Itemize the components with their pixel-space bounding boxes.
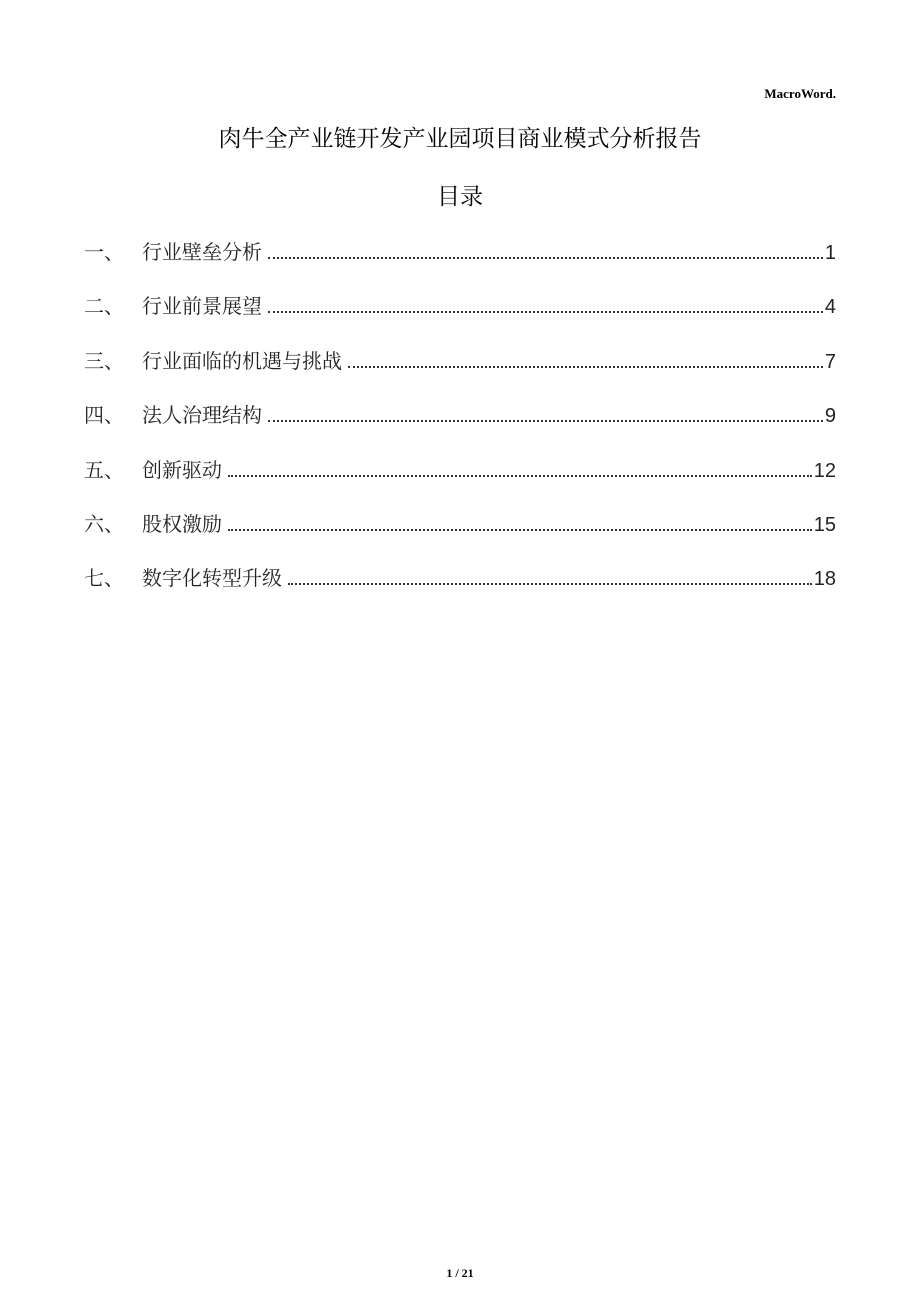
toc-leader [268, 420, 823, 422]
page-indicator: 1 / 21 [446, 1266, 474, 1280]
toc-page: 4 [824, 296, 836, 319]
toc-page: 7 [824, 350, 836, 373]
toc-number: 四、 [84, 403, 124, 428]
toc-entry[interactable] [84, 399, 836, 453]
toc-page: 15 [813, 513, 836, 536]
toc-entry[interactable] [84, 345, 836, 399]
toc-leader [268, 311, 823, 313]
toc-entry[interactable] [84, 562, 836, 616]
document-title: 肉牛全产业链开发产业园项目商业模式分析报告 [218, 126, 702, 152]
toc-page: 12 [813, 459, 836, 482]
toc-number: 二、 [84, 294, 124, 319]
toc-heading: 目录 [437, 184, 483, 210]
header-brand: MacroWord. [764, 86, 836, 101]
toc-number: 七、 [84, 566, 124, 591]
toc-entry[interactable] [84, 290, 836, 344]
toc-entry[interactable] [84, 236, 836, 290]
toc-number: 五、 [84, 457, 124, 482]
toc-leader [268, 257, 823, 259]
toc-entry[interactable] [84, 508, 836, 562]
toc-leader [228, 529, 812, 531]
toc-leader [288, 583, 812, 585]
toc-page: 1 [824, 242, 836, 264]
toc-label: 数字化转型升级 [142, 566, 282, 591]
toc-entry[interactable] [84, 454, 836, 508]
table-of-contents [84, 236, 836, 617]
toc-label: 行业面临的机遇与挑战 [142, 348, 342, 373]
toc-label: 股权激励 [142, 511, 222, 536]
toc-label: 行业壁垒分析 [142, 240, 262, 264]
toc-page: 9 [824, 405, 836, 428]
toc-leader [348, 366, 823, 368]
toc-number: 三、 [84, 348, 124, 373]
toc-label: 法人治理结构 [142, 403, 262, 428]
toc-label: 行业前景展望 [142, 294, 262, 319]
toc-number: 六、 [84, 511, 124, 536]
toc-number: 一、 [84, 240, 124, 264]
toc-page: 18 [813, 568, 836, 591]
toc-label: 创新驱动 [142, 457, 222, 482]
toc-leader [228, 475, 812, 477]
